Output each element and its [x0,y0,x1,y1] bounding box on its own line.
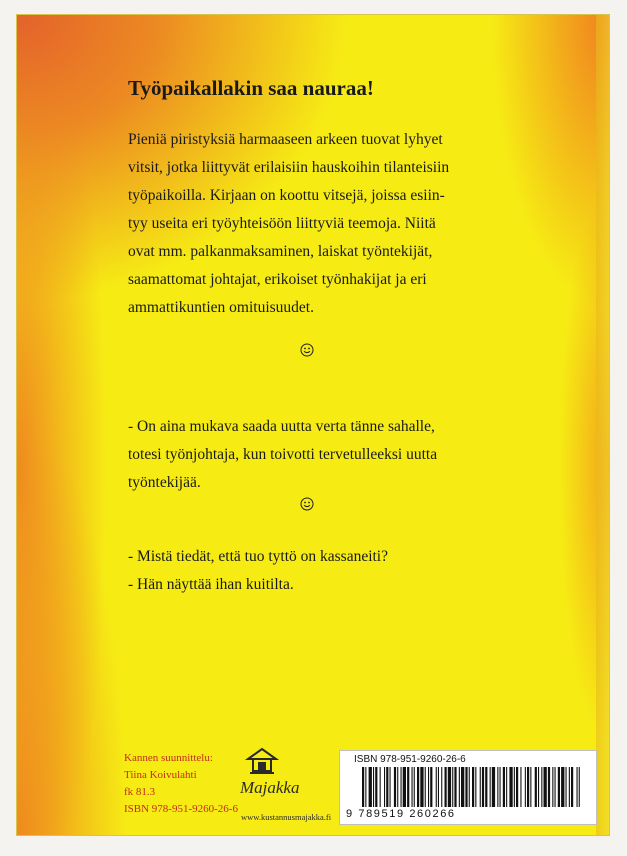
description-line: saamattomat johtajat, erikoiset työnhakijat ja eri [128,271,427,288]
publisher-url: www.kustannusmajakka.fi [241,812,332,822]
description-line: Pieniä piristyksiä harmaaseen arkeen tuovat lyhyet [128,131,443,148]
description-line: vitsit, jotka liittyvät erilaisiin hauskoihin tilanteisiin [128,159,450,176]
barcode-icon [362,767,582,807]
joke-line: työntekijää. [128,474,201,491]
cover-title: Työpaikallakin saa nauraa! [128,76,374,100]
smiley-face-icon [300,343,314,357]
publisher-name: Majakka [240,778,300,797]
joke-line: - On aina mukava saada uutta verta tänne sahalle, [128,418,435,435]
joke-line: - Mistä tiedät, että tuo tyttö on kassaneiti? [128,548,388,565]
description-line: ammattikuntien omituisuudet. [128,299,314,316]
joke-line: totesi työnjohtaja, kun toivotti tervetulleeksi uutta [128,446,438,463]
barcode-box [339,750,597,825]
credit-line: Kannen suunnittelu: [124,752,213,764]
credit-line: Tiina Koivulahti [124,769,197,781]
description-line: ovat mm. palkanmaksaminen, laiskat työntekijät, [128,243,433,260]
description-line: työpaikoilla. Kirjaan on koottu vitsejä, joissa esiin- [128,187,445,204]
smiley-face-icon [300,497,314,511]
barcode-number: 9 789519 260266 [346,808,456,820]
isbn-label: ISBN 978-951-9260-26-6 [354,754,466,765]
credit-line: fk 81.3 [124,786,156,798]
description-line: tyy useita eri työyhteisöön liittyviä teemoja. Niitä [128,215,436,232]
book-edge [596,15,609,835]
joke-line: - Hän näyttää ihan kuitilta. [128,576,294,593]
credit-line: ISBN 978-951-9260-26-6 [124,803,238,815]
